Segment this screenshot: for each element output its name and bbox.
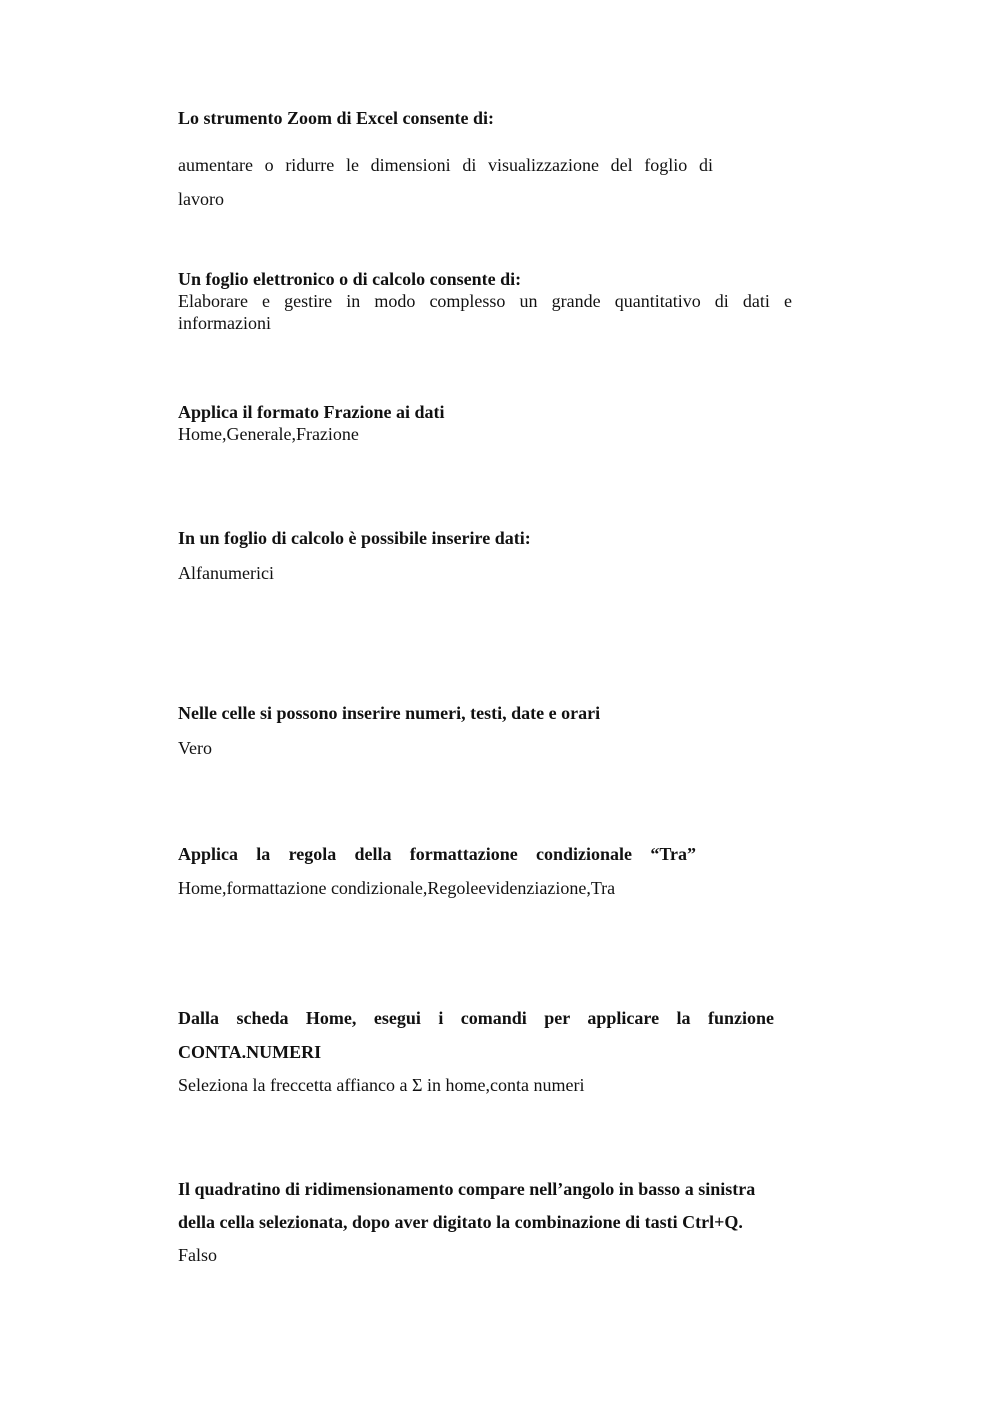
question-8-line-2: della cella selezionata, dopo aver digitato la combinazione di tasti Ctrl+Q. — [178, 1212, 743, 1232]
question-4: In un foglio di calcolo è possibile inserire dati: — [178, 528, 531, 548]
question-7-line-2: CONTA.NUMERI — [178, 1042, 322, 1062]
question-1: Lo strumento Zoom di Excel consente di: — [178, 108, 494, 128]
question-3: Applica il formato Frazione ai dati — [178, 402, 445, 422]
question-6: Applica la regola della formattazione condizionale “Tra” — [178, 844, 696, 864]
question-5: Nelle celle si possono inserire numeri, testi, date e orari — [178, 703, 601, 723]
answer-2-line-2: informazioni — [178, 313, 271, 333]
answer-8: Falso — [178, 1245, 218, 1265]
answer-2-line-1: Elaborare e gestire in modo complesso un grande quantitativo di dati e — [178, 291, 792, 311]
answer-4: Alfanumerici — [178, 563, 274, 583]
answer-1-line-2: lavoro — [178, 189, 224, 209]
question-8-line-1: Il quadratino di ridimensionamento compare nell’angolo in basso a sinistra — [178, 1179, 756, 1199]
answer-7: Seleziona la freccetta affianco a Σ in home,conta numeri — [178, 1075, 585, 1095]
question-2: Un foglio elettronico o di calcolo consente di: — [178, 269, 522, 289]
answer-6: Home,formattazione condizionale,Regoleevidenziazione,Tra — [178, 878, 616, 898]
answer-5: Vero — [178, 738, 212, 758]
answer-3: Home,Generale,Frazione — [178, 424, 359, 444]
answer-1-line-1: aumentare o ridurre le dimensioni di visualizzazione del foglio di — [178, 155, 713, 175]
question-7-line-1: Dalla scheda Home, esegui i comandi per applicare la funzione — [178, 1008, 774, 1028]
